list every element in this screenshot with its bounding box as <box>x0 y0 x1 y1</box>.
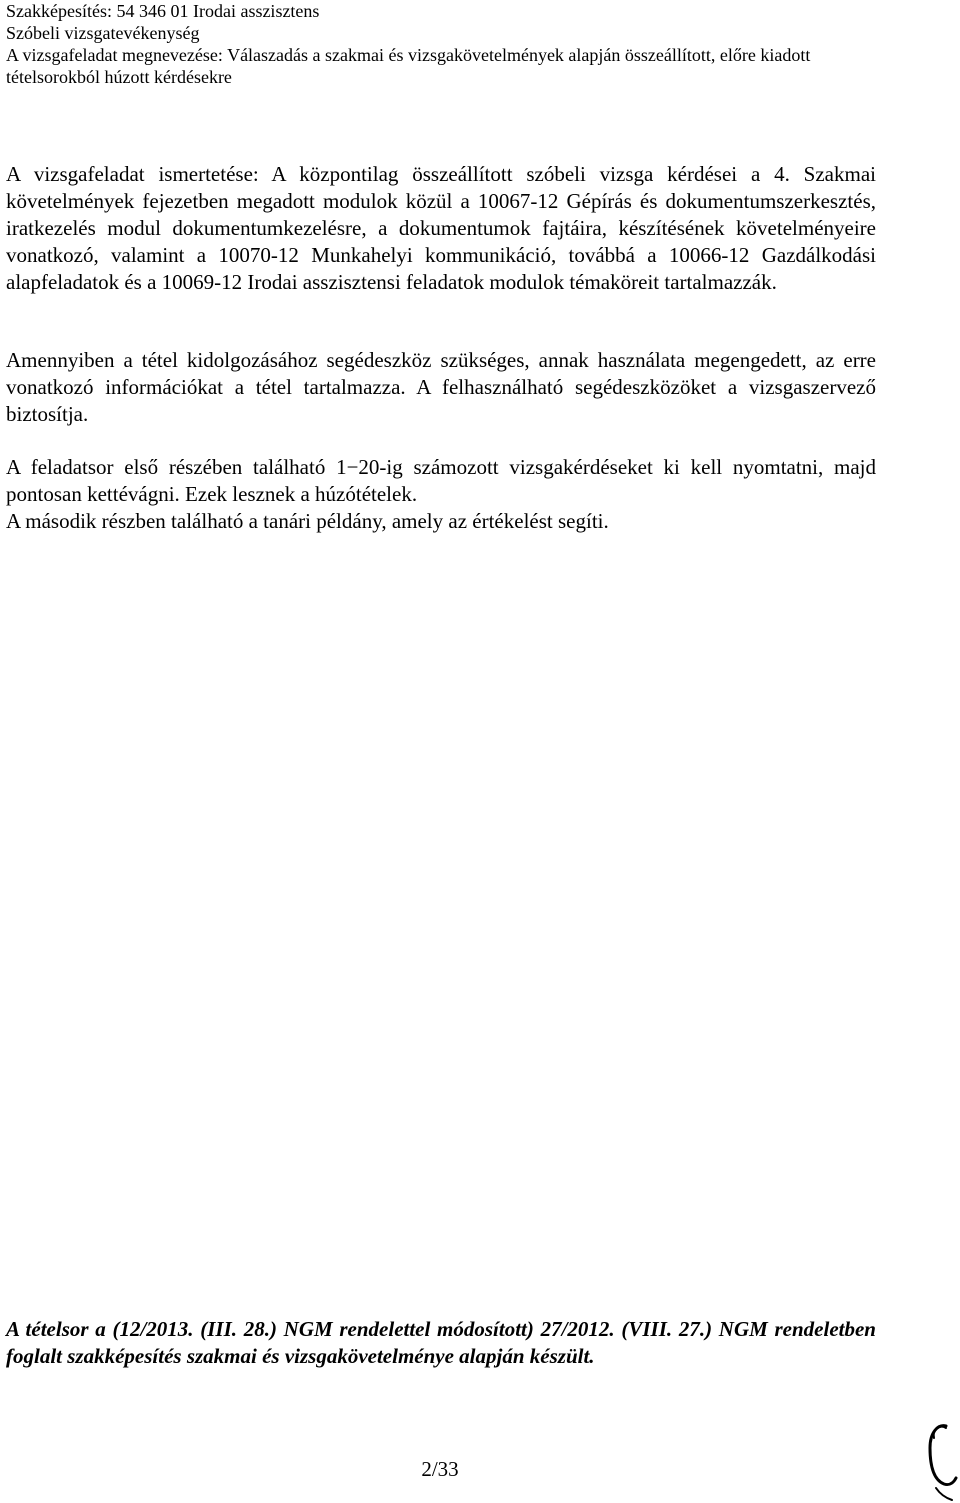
printing-instructions-paragraph: A feladatsor első részében található 1−20-ig számozott vizsgakérdéseket ki kell nyomtatni, majd pontosan kettévágni. Ezek lesznek a húzótételek. <box>6 455 876 506</box>
tools-paragraph: Amennyiben a tétel kidolgozásához segédeszköz szükséges, annak használata megengedett, az erre vonatkozó információkat a tétel tartalmazza. A felhasználható segédeszközöket a vizsgaszervező biztosítja. <box>6 348 876 426</box>
legal-basis-note: A tételsor a (12/2013. (III. 28.) NGM rendelettel módosított) 27/2012. (VIII. 27.) NGM rendeletben foglalt szakképesítés szakmai és vizsgakövetelménye alapján készült. <box>6 1317 876 1368</box>
exam-description-paragraph: A vizsgafeladat ismertetése: A központilag összeállított szóbeli vizsga kérdései a 4. Szakmai követelmények fejezetben megadott modulok közül a 10067-12 Gépírás és dokumentumszerkesztés, iratkezelés modul dokumentumkezelésre, a dokumentumok fajtáira, készítésének követelményeire vonatkozó, valamint a 10070-12 Munkahelyi kommunikáció, továbbá a 10066-12 Gazdálkodási alapfeladatok és a 10069-12 Irodai asszisztensi feladatok modulok témaköreit tartalmazzák. <box>6 162 876 294</box>
document-header <box>6 0 946 88</box>
header-qualification: Szakképesítés: 54 346 01 Irodai asszisztens <box>6 1 320 21</box>
header-task-name: A vizsgafeladat megnevezése: Válaszadás a szakmai és vizsgakövetelmények alapján összeállított, előre kiadott <box>6 45 811 65</box>
exam-description-section <box>6 161 876 296</box>
header-task-name-continued: tételsorokból húzott kérdésekre <box>6 67 232 87</box>
instructions-section <box>6 454 876 535</box>
tools-section <box>6 347 876 428</box>
signature-icon <box>916 1418 960 1503</box>
page-number: 2/33 <box>421 1457 459 1481</box>
header-exam-activity: Szóbeli vizsgatevékenység <box>6 23 200 43</box>
teacher-copy-paragraph: A második részben található a tanári példány, amely az értékelést segíti. <box>6 509 609 533</box>
